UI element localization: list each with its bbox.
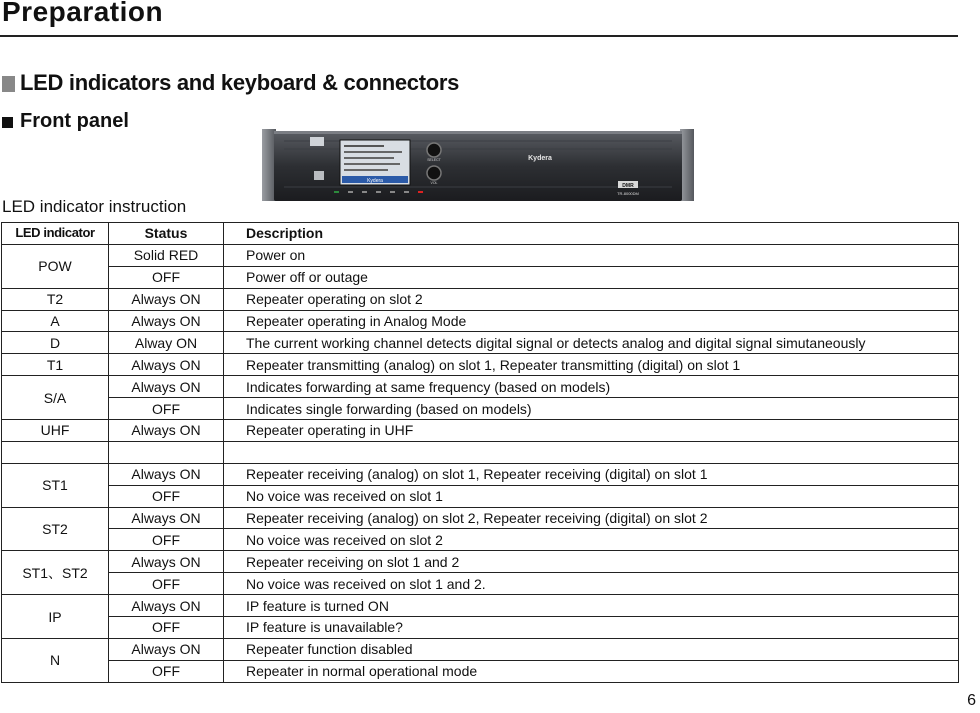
table-row: [2, 441, 959, 463]
ethernet-port: [314, 171, 324, 180]
table-row: [2, 310, 959, 332]
front-panel-image: [262, 127, 694, 202]
left-rack-ear: [262, 129, 276, 201]
section-heading-text: LED indicators and keyboard & connectors: [20, 70, 460, 95]
indicator-cell: A: [2, 310, 109, 332]
indicator-cell: IP: [2, 595, 109, 639]
indicator-cell: UHF: [2, 420, 109, 442]
table-row: [2, 638, 959, 660]
table-row: [2, 551, 959, 573]
status-cell: Always ON: [109, 507, 224, 529]
description-cell: Repeater operating in UHF: [224, 420, 959, 442]
description-cell: No voice was received on slot 1: [224, 485, 959, 507]
svg-text:DMR: DMR: [622, 183, 634, 189]
indicator-cell: POW: [2, 244, 109, 288]
column-header-description: Description: [224, 223, 959, 245]
table-caption: LED indicator instruction: [2, 197, 187, 216]
status-cell: [109, 441, 224, 463]
indicator-cell: D: [2, 332, 109, 354]
status-cell: Alway ON: [109, 332, 224, 354]
status-cell: Always ON: [109, 551, 224, 573]
indicator-cell: ST1: [2, 463, 109, 507]
status-cell: OFF: [109, 573, 224, 595]
status-cell: Always ON: [109, 376, 224, 398]
table-row: [2, 288, 959, 310]
section-heading: [2, 70, 459, 96]
page-number: 6: [967, 692, 976, 709]
indicator-cell: N: [2, 638, 109, 682]
table-row: [2, 595, 959, 617]
description-cell: Repeater in normal operational mode: [224, 660, 959, 682]
model-label: TR-8000DM: [617, 191, 639, 196]
status-cell: Always ON: [109, 463, 224, 485]
table-row: [2, 398, 959, 420]
status-cell: Always ON: [109, 420, 224, 442]
table-row: [2, 266, 959, 288]
status-cell: Always ON: [109, 595, 224, 617]
table-row: [2, 332, 959, 354]
table-row: [2, 354, 959, 376]
status-cell: OFF: [109, 660, 224, 682]
table-row: [2, 660, 959, 682]
lcd-brand-text: Kydera: [367, 178, 383, 184]
description-cell: Power off or outage: [224, 266, 959, 288]
description-cell: Repeater operating in Analog Mode: [224, 310, 959, 332]
description-cell: Repeater receiving on slot 1 and 2: [224, 551, 959, 573]
indicator-cell: T2: [2, 288, 109, 310]
indicator-cell: T1: [2, 354, 109, 376]
status-cell: Solid RED: [109, 244, 224, 266]
indicator-cell: ST1、ST2: [2, 551, 109, 595]
status-cell: Always ON: [109, 288, 224, 310]
table-row: [2, 507, 959, 529]
status-cell: OFF: [109, 529, 224, 551]
usb-port: [310, 137, 324, 146]
description-cell: Repeater function disabled: [224, 638, 959, 660]
page-title: Preparation: [2, 0, 164, 27]
description-cell: The current working channel detects digital signal or detects analog and digital signal simutaneously: [224, 332, 959, 354]
column-header-led-indicator: LED indicator: [2, 223, 109, 245]
description-cell: IP feature is turned ON: [224, 595, 959, 617]
table-row: [2, 617, 959, 639]
title-divider: [0, 35, 958, 37]
sub-heading: [2, 110, 129, 133]
volume-knob: [427, 166, 441, 180]
description-cell: [224, 441, 959, 463]
table-row: [2, 573, 959, 595]
description-cell: IP feature is unavailable?: [224, 617, 959, 639]
indicator-cell: ST2: [2, 507, 109, 551]
select-knob: [427, 143, 441, 157]
description-cell: Power on: [224, 244, 959, 266]
description-cell: Repeater transmitting (analog) on slot 1, Repeater transmitting (digital) on slot 1: [224, 354, 959, 376]
status-cell: OFF: [109, 617, 224, 639]
table-row: [2, 420, 959, 442]
description-cell: Indicates single forwarding (based on models): [224, 398, 959, 420]
status-cell: Always ON: [109, 354, 224, 376]
indicator-cell: S/A: [2, 376, 109, 420]
status-cell: OFF: [109, 398, 224, 420]
description-cell: No voice was received on slot 1 and 2.: [224, 573, 959, 595]
sub-heading-text: Front panel: [20, 110, 129, 132]
description-cell: No voice was received on slot 2: [224, 529, 959, 551]
table-row: [2, 463, 959, 485]
volume-knob-label: VOL: [430, 181, 438, 185]
status-cell: OFF: [109, 485, 224, 507]
table-row: [2, 244, 959, 266]
right-rack-ear: [680, 129, 694, 201]
table-row: [2, 376, 959, 398]
column-header-status: Status: [109, 223, 224, 245]
status-cell: Always ON: [109, 638, 224, 660]
table-row: [2, 485, 959, 507]
description-cell: Repeater receiving (analog) on slot 1, Repeater receiving (digital) on slot 1: [224, 463, 959, 485]
description-cell: Indicates forwarding at same frequency (based on models): [224, 376, 959, 398]
table-row: [2, 529, 959, 551]
status-cell: Always ON: [109, 310, 224, 332]
status-cell: OFF: [109, 266, 224, 288]
indicator-cell: [2, 441, 109, 463]
led-indicator-table: [1, 222, 959, 683]
bullet-square-icon: [2, 117, 13, 128]
description-cell: Repeater receiving (analog) on slot 2, Repeater receiving (digital) on slot 2: [224, 507, 959, 529]
heading-square-icon: [2, 76, 15, 92]
description-cell: Repeater operating on slot 2: [224, 288, 959, 310]
select-knob-label: SELECT: [427, 158, 441, 162]
table-header-row: [2, 223, 959, 245]
brand-logo: Kydera: [528, 155, 552, 162]
